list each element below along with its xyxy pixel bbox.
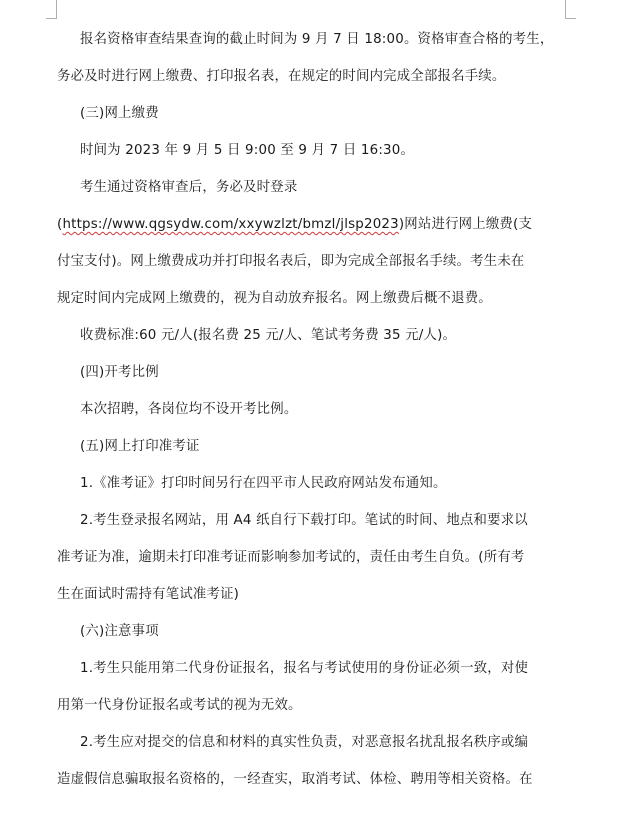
text-line: 付宝支付)。网上缴费成功并打印报名表后，即为完成全部报名手续。考生未在 (57, 254, 525, 269)
text-line: 考生通过资格审查后，务必及时登录 (80, 180, 298, 195)
url-trailing-text: )网站进行网上缴费(支 (398, 217, 533, 232)
section-heading: (四)开考比例 (80, 365, 159, 380)
section-heading: (五)网上打印准考证 (80, 439, 200, 454)
section-heading: (三)网上缴费 (80, 106, 159, 121)
payment-url[interactable]: https://www.qgsydw.com/xxywzlzt/bmzl/jlsp2023 (62, 217, 399, 232)
page-corner-mark-right (565, 0, 576, 19)
section-heading: (六)注意事项 (80, 624, 159, 639)
text-line: 规定时间内完成网上缴费的，视为自动放弃报名。网上缴费后概不退费。 (57, 291, 492, 306)
page-corner-mark-left (46, 0, 57, 19)
text-line: 时间为 2023 年 9 月 5 日 9:00 至 9 月 7 日 16:30。 (80, 143, 415, 158)
url-open-paren: ( (57, 217, 63, 232)
text-line: 报名资格审查结果查询的截止时间为 9 月 7 日 18:00。资格审查合格的考生， (80, 32, 554, 47)
text-line: 务必及时进行网上缴费、打印报名表，在规定的时间内完成全部报名手续。 (57, 69, 506, 84)
text-line-with-url (57, 215, 532, 235)
text-line: 生在面试时需持有笔试准考证) (57, 587, 240, 602)
text-line: 2.考生登录报名网站，用 A4 纸自行下载打印。笔试的时间、地点和要求以 (80, 513, 528, 528)
text-line: 1.考生只能用第二代身份证报名，报名与考试使用的身份证必须一致，对使 (80, 661, 529, 676)
text-line: 用第一代身份证报名或考试的视为无效。 (57, 698, 302, 713)
text-line: 1.《准考证》打印时间另行在四平市人民政府网站发布通知。 (80, 476, 447, 491)
text-line: 造虚假信息骗取报名资格的，一经查实，取消考试、体检、聘用等相关资格。在 (57, 772, 533, 787)
text-line: 准考证为准，逾期未打印准考证而影响参加考试的，责任由考生自负。(所有考 (57, 550, 525, 565)
text-line: 收费标准:60 元/人(报名费 25 元/人、笔试考务费 35 元/人)。 (80, 328, 457, 343)
text-line: 本次招聘，各岗位均不设开考比例。 (80, 402, 298, 417)
text-line: 2.考生应对提交的信息和材料的真实性负责，对恶意报名扰乱报名秩序或编 (80, 735, 529, 750)
